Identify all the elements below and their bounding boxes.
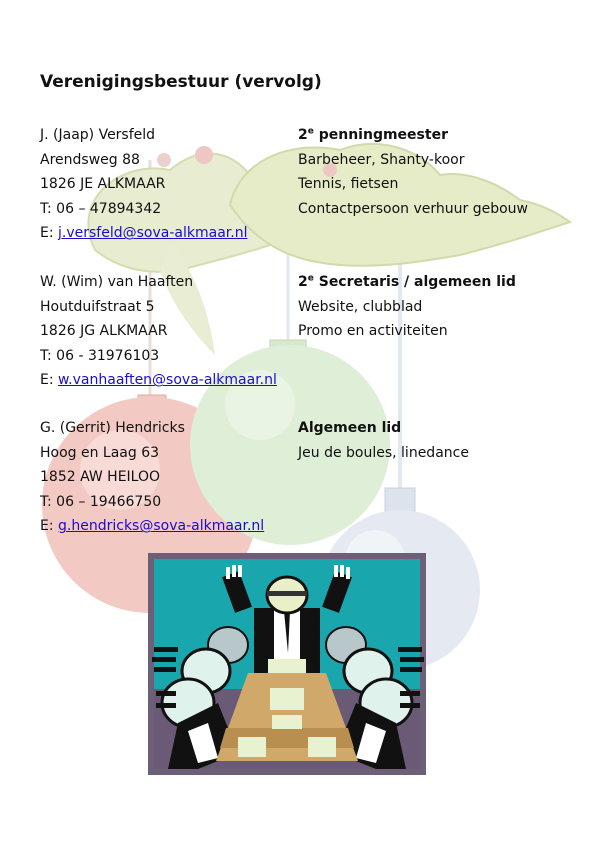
member-name: G. (Gerrit) Hendricks	[40, 420, 185, 436]
email-prefix: E:	[40, 225, 59, 242]
member-task: Tennis, fietsen	[298, 176, 399, 193]
member-contact-3	[40, 416, 264, 539]
member-contact-2	[40, 270, 277, 393]
role-title: penningmeester	[313, 127, 448, 143]
member-email-line	[40, 221, 247, 246]
member-task: Promo en activiteiten	[298, 323, 448, 340]
board-meeting-clipart-icon	[148, 553, 426, 775]
email-prefix: E:	[40, 372, 59, 389]
member-task: Website, clubblad	[298, 298, 423, 315]
role-number: 2	[298, 127, 308, 143]
member-role: Algemeen lid	[298, 420, 402, 436]
member-email-line	[40, 368, 277, 393]
member-role-2	[298, 270, 516, 344]
email-prefix: E:	[40, 518, 59, 535]
member-phone: T: 06 - 31976103	[40, 347, 160, 364]
member-contact-1	[40, 123, 247, 246]
member-street: Hoog en Laag 63	[40, 444, 160, 461]
email-link[interactable]: j.versfeld@sova-alkmaar.nl	[58, 225, 248, 242]
member-city: 1826 JE ALKMAAR	[40, 176, 166, 193]
member-name: J. (Jaap) Versfeld	[40, 127, 156, 143]
email-link[interactable]: w.vanhaaften@sova-alkmaar.nl	[58, 372, 277, 389]
role-superscript: e	[307, 126, 314, 137]
member-city: 1852 AW HEILOO	[40, 469, 161, 486]
role-number: 2	[298, 274, 308, 290]
page-title: Verenigingsbestuur (vervolg)	[40, 72, 322, 92]
member-street: Arendsweg 88	[40, 151, 140, 168]
member-city: 1826 JG ALKMAAR	[40, 323, 168, 340]
email-link[interactable]: g.hendricks@sova-alkmaar.nl	[58, 518, 265, 535]
member-task: Contactpersoon verhuur gebouw	[298, 200, 528, 217]
member-email-line	[40, 514, 264, 539]
member-street: Houtduifstraat 5	[40, 298, 155, 315]
member-task: Barbeheer, Shanty-koor	[298, 151, 465, 168]
member-task: Jeu de boules, linedance	[298, 444, 469, 461]
member-role-1	[298, 123, 528, 221]
member-phone: T: 06 – 47894342	[40, 200, 162, 217]
member-name: W. (Wim) van Haaften	[40, 274, 194, 290]
member-role-3	[298, 416, 469, 465]
member-phone: T: 06 – 19466750	[40, 493, 162, 510]
role-title: Secretaris / algemeen lid	[313, 274, 516, 290]
member-role	[298, 270, 516, 295]
role-superscript: e	[307, 273, 314, 284]
member-role	[298, 123, 528, 148]
